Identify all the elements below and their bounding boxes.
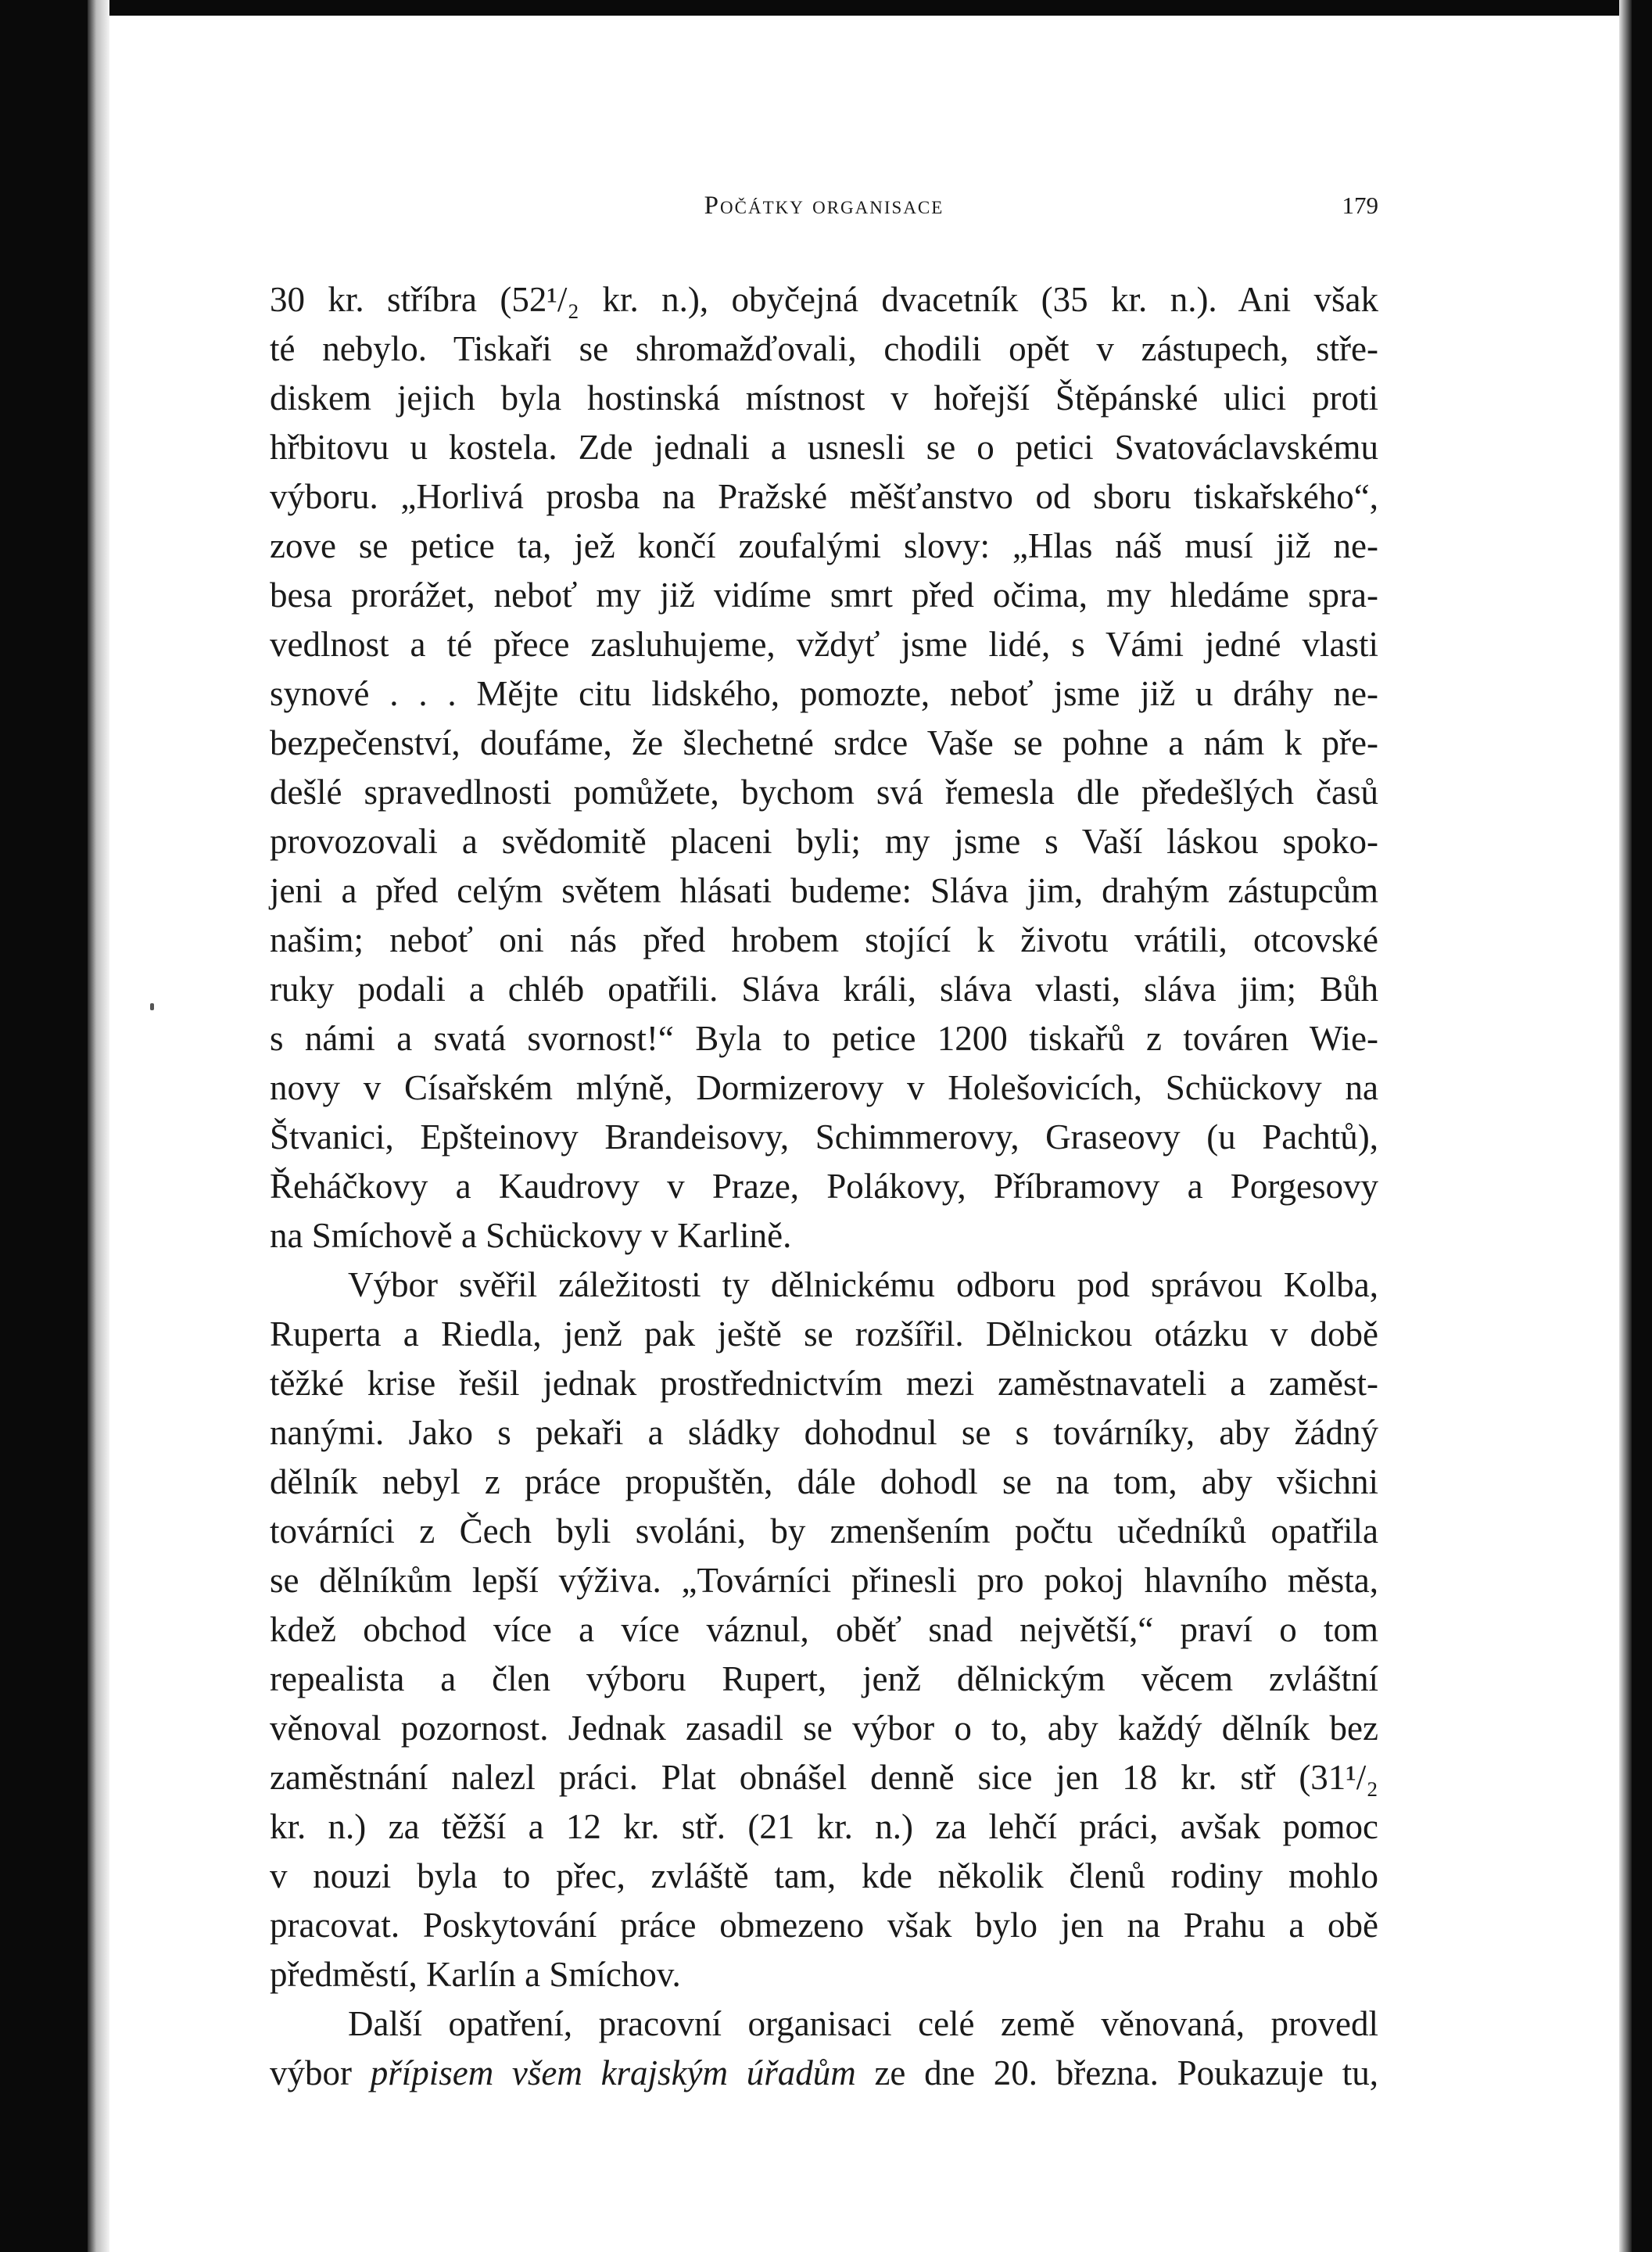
text-line: věnoval pozornost. Jednak zasadil se výbor o to, aby každý dělník bez bbox=[270, 1709, 1378, 1748]
scan-border-top bbox=[0, 0, 1652, 16]
final-line-before: výbor bbox=[270, 2053, 371, 2092]
text-line: té nebylo. Tiskaři se shromažďovali, chodili opět v zástupech, stře- bbox=[270, 329, 1378, 368]
text-line: dešlé spravedlnosti pomůžete, bychom svá řemesla dle předešlých časů bbox=[270, 773, 1378, 812]
running-title: Počátky organisace bbox=[704, 192, 944, 220]
text-line: jeni a před celým světem hlásati budeme: Sláva jim, drahým zástupcům bbox=[270, 871, 1378, 910]
text-line: besa prorážet, neboť my již vidíme smrt před očima, my hledáme spra- bbox=[270, 576, 1378, 615]
paragraph-first-line: Další opatření, pracovní organisaci celé země věnovaná, provedl bbox=[348, 2004, 1378, 2043]
text-line: našim; neboť oni nás před hrobem stojící k životu vrátili, otcovské bbox=[270, 920, 1378, 959]
text-line: dělník nebyl z práce propuštěn, dále dohodl se na tom, aby všichni bbox=[270, 1462, 1378, 1501]
text-line: synové . . . Mějte citu lidského, pomozte, neboť jsme již u dráhy ne- bbox=[270, 674, 1378, 713]
body-text bbox=[270, 275, 1378, 2098]
text-line: provozovali a svědomitě placeni byli; my jsme s Vaší láskou spoko- bbox=[270, 822, 1378, 861]
text-line: 30 kr. stříbra (52¹/₂ kr. n.), obyčejná dvacetník (35 kr. n.). Ani však bbox=[270, 280, 1378, 319]
text-line: se dělníkům lepší výživa. „Továrníci přinesli pro pokoj hlavního města, bbox=[270, 1561, 1378, 1600]
text-line: kr. n.) za těžší a 12 kr. stř. (21 kr. n.) za lehčí práci, avšak pomoc bbox=[270, 1807, 1378, 1846]
text-line: kdež obchod více a více váznul, oběť snad největší,“ praví o tom bbox=[270, 1610, 1378, 1649]
text-line: repealista a člen výboru Rupert, jenž dělnickým věcem zvláštní bbox=[270, 1659, 1378, 1698]
text-line-final bbox=[270, 2049, 1378, 2098]
text-line: ruky podali a chléb opatřili. Sláva králi, sláva vlasti, sláva jim; Bůh bbox=[270, 970, 1378, 1009]
paragraph-first-line: Výbor svěřil záležitosti ty dělnickému odboru pod správou Kolba, bbox=[348, 1265, 1378, 1304]
final-line-italic: přípisem všem krajským úřadům bbox=[370, 2053, 856, 2092]
text-line: továrníci z Čech byli svoláni, by zmenšením počtu učedníků opatřila bbox=[270, 1511, 1378, 1551]
text-line: zaměstnání nalezl práci. Plat obnášel denně sice jen 18 kr. stř (31¹/₂ bbox=[270, 1758, 1378, 1797]
text-line: pracovat. Poskytování práce obmezeno však bylo jen na Prahu a obě bbox=[270, 1906, 1378, 1945]
page-gutter-shadow bbox=[88, 0, 109, 2252]
text-line: těžké krise řešil jednak prostřednictvím mezi zaměstnavateli a zaměst- bbox=[270, 1364, 1378, 1403]
page-number: 179 bbox=[1342, 192, 1378, 219]
final-line-after: ze dne 20. března. Poukazuje tu, bbox=[855, 2053, 1378, 2092]
text-line: diskem jejich byla hostinská místnost v hořejší Štěpánské ulici proti bbox=[270, 378, 1378, 418]
text-line: v nouzi byla to přec, zvláště tam, kde několik členů rodiny mohlo bbox=[270, 1856, 1378, 1895]
text-line: s námi a svatá svornost!“ Byla to petice 1200 tiskařů z továren Wie- bbox=[270, 1019, 1378, 1058]
text-line: nanými. Jako s pekaři a sládky dohodnul se s továrníky, aby žádný bbox=[270, 1413, 1378, 1452]
text-line: novy v Císařském mlýně, Dormizerovy v Holešovicích, Schückovy na bbox=[270, 1068, 1378, 1107]
scan-border-left bbox=[0, 0, 88, 2252]
paragraph-end-line: předměstí, Karlín a Smíchov. bbox=[270, 1955, 681, 1994]
text-line: bezpečenství, doufáme, že šlechetné srdce Vaše se pohne a nám k pře- bbox=[270, 723, 1378, 762]
text-line: Štvanici, Epšteinovy Brandeisovy, Schimmerovy, Graseovy (u Pachtů), bbox=[270, 1117, 1378, 1156]
text-line: Ruperta a Riedla, jenž pak ještě se rozšířil. Dělnickou otázku v době bbox=[270, 1314, 1378, 1354]
text-line: výboru. „Horlivá prosba na Pražské měšťanstvo od sboru tiskařského“, bbox=[270, 477, 1378, 516]
text-line: Řeháčkovy a Kaudrovy v Praze, Polákovy, Příbramovy a Porgesovy bbox=[270, 1167, 1378, 1206]
text-line: zove se petice ta, jež končí zoufalými slovy: „Hlas náš musí již ne- bbox=[270, 526, 1378, 565]
scan-border-right bbox=[1632, 0, 1652, 2252]
text-line: vedlnost a té přece zasluhujeme, vždyť jsme lidé, s Vámi jedné vlasti bbox=[270, 625, 1378, 664]
running-head bbox=[270, 192, 1378, 223]
page-edge-shadow bbox=[1619, 0, 1632, 2252]
text-line: hřbitovu u kostela. Zde jednali a usnesli se o petici Svatováclavskému bbox=[270, 428, 1378, 467]
scan-speck bbox=[150, 1003, 154, 1010]
paragraph-end-line: na Smíchově a Schückovy v Karlině. bbox=[270, 1216, 792, 1255]
